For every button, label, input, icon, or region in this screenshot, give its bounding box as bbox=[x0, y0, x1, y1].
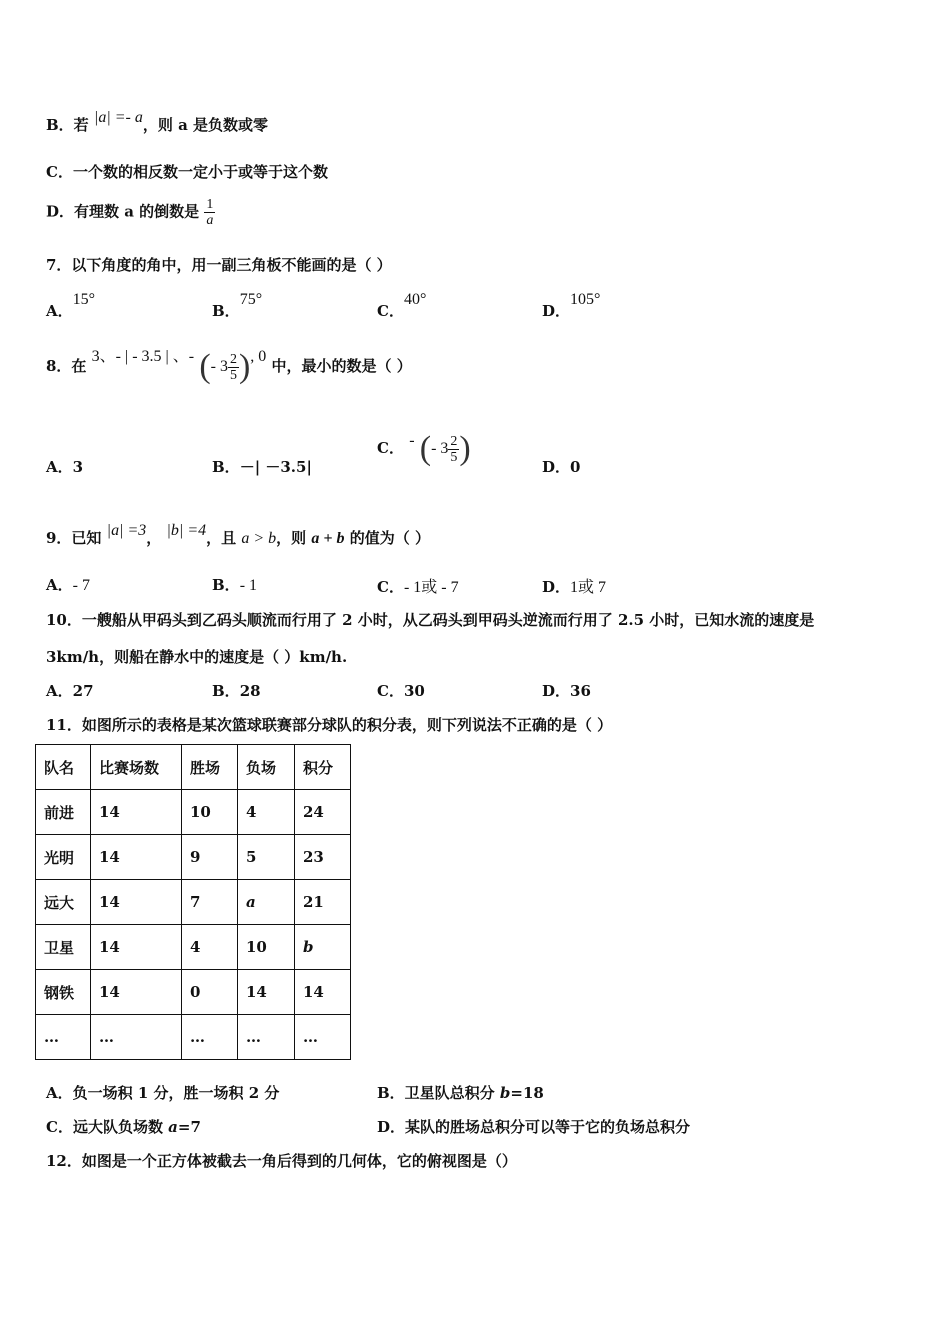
q11-option-a[interactable]: A．负一场积 1 分，胜一场积 2 分 bbox=[46, 1084, 280, 1102]
table-header-cell: 比赛场数 bbox=[91, 745, 182, 790]
table-cell: 14 bbox=[91, 835, 182, 880]
q7-option-d[interactable]: D．105° bbox=[542, 291, 601, 320]
table-cell: a bbox=[238, 880, 295, 925]
table-cell: 7 bbox=[182, 880, 238, 925]
q6-d-fraction: $\frac{1}{a}$ bbox=[206, 197, 214, 228]
q9-option-b[interactable]: B．- 1 bbox=[212, 576, 258, 594]
q8-stem: 8．在 3、- | - 3.5 | 、- (- 3 $\frac{2}{5}$ ), 0 中，最小的数是（ ） bbox=[46, 348, 412, 385]
q6-option-c: C．一个数的相反数一定小于或等于这个数 bbox=[46, 163, 328, 181]
q8-option-a[interactable]: A．3 bbox=[46, 458, 84, 476]
table-row bbox=[36, 970, 351, 1015]
table-cell: 4 bbox=[182, 925, 238, 970]
score-table bbox=[35, 744, 351, 1060]
table-row bbox=[36, 880, 351, 925]
table-cell: b bbox=[295, 925, 351, 970]
q8-option-b[interactable]: B．－| －3.5| bbox=[212, 458, 312, 476]
table-cell: 光明 bbox=[36, 835, 91, 880]
table-row bbox=[36, 790, 351, 835]
q10-option-d[interactable]: D．36 bbox=[542, 682, 591, 700]
q11-stem: 11．如图所示的表格是某次篮球联赛部分球队的积分表，则下列说法不正确的是（ ） bbox=[46, 716, 613, 734]
table-row bbox=[36, 1015, 351, 1060]
table-cell: 前进 bbox=[36, 790, 91, 835]
q7-option-b[interactable]: B．75° bbox=[212, 291, 263, 320]
q10-option-b[interactable]: B．28 bbox=[212, 682, 261, 700]
table-cell: 4 bbox=[238, 790, 295, 835]
q10-option-c[interactable]: C．30 bbox=[377, 682, 425, 700]
table-cell: 远大 bbox=[36, 880, 91, 925]
table-row bbox=[36, 835, 351, 880]
table-cell: … bbox=[238, 1015, 295, 1060]
table-cell: 14 bbox=[295, 970, 351, 1015]
q6-b-math: |a| =- a bbox=[93, 109, 143, 126]
table-header-cell: 胜场 bbox=[182, 745, 238, 790]
q9-option-d[interactable]: D．1或 7 bbox=[542, 578, 607, 596]
q9-option-a[interactable]: A．- 7 bbox=[46, 576, 90, 594]
table-cell: … bbox=[91, 1015, 182, 1060]
table-cell: 21 bbox=[295, 880, 351, 925]
table-cell: … bbox=[36, 1015, 91, 1060]
table-cell: … bbox=[182, 1015, 238, 1060]
q11-option-c[interactable]: C．远大队负场数 a=7 bbox=[46, 1118, 201, 1136]
q7-option-c[interactable]: C．40° bbox=[377, 291, 427, 320]
table-header-row bbox=[36, 745, 351, 790]
table-header-cell: 负场 bbox=[238, 745, 295, 790]
table-cell: 卫星 bbox=[36, 925, 91, 970]
table-cell: 10 bbox=[238, 925, 295, 970]
table-cell: 14 bbox=[91, 925, 182, 970]
table-cell: 钢铁 bbox=[36, 970, 91, 1015]
table-header-cell: 积分 bbox=[295, 745, 351, 790]
table-cell: 23 bbox=[295, 835, 351, 880]
q10-option-a[interactable]: A．27 bbox=[46, 682, 94, 700]
table-row bbox=[36, 925, 351, 970]
q6-option-b: B．若 |a| =- a，则 a 是负数或零 bbox=[46, 109, 269, 134]
q9-stem: 9．已知 |a| =3， |b| =4，且 a > b，则 a + b 的值为（ ） bbox=[46, 522, 430, 547]
table-cell: 14 bbox=[91, 970, 182, 1015]
q9-option-c[interactable]: C．- 1或 - 7 bbox=[377, 578, 459, 596]
table-cell: 14 bbox=[91, 790, 182, 835]
q6-option-d: D．有理数 a 的倒数是 $\frac{1}{a}$ bbox=[46, 197, 214, 228]
table-header-cell: 队名 bbox=[36, 745, 91, 790]
q8-c-fraction: $\frac{2}{5}$ bbox=[450, 433, 458, 465]
q8-option-c[interactable]: C． - (- 3 $\frac{2}{5}$ ) bbox=[377, 430, 471, 467]
table-cell: 0 bbox=[182, 970, 238, 1015]
table-cell: 14 bbox=[238, 970, 295, 1015]
q7-option-a[interactable]: A．15° bbox=[46, 291, 96, 320]
q7-stem: 7．以下角度的角中，用一副三角板不能画的是（ ） bbox=[46, 256, 392, 274]
table-cell: 14 bbox=[91, 880, 182, 925]
table-cell: 9 bbox=[182, 835, 238, 880]
table-cell: 24 bbox=[295, 790, 351, 835]
q8-fraction: $\frac{2}{5}$ bbox=[229, 351, 237, 383]
q12-stem: 12．如图是一个正方体被截去一角后得到的几何体，它的俯视图是（） bbox=[46, 1152, 517, 1170]
table-cell: 5 bbox=[238, 835, 295, 880]
q10-stem-line2: 3km/h，则船在静水中的速度是（ ）km/h. bbox=[46, 648, 348, 666]
q8-option-d[interactable]: D．0 bbox=[542, 458, 581, 476]
q10-stem-line1: 10．一艘船从甲码头到乙码头顺流而行用了 2 小时，从乙码头到甲码头逆流而行用了 2.5 小时，已知水流的速度是 bbox=[46, 611, 815, 629]
table-cell: … bbox=[295, 1015, 351, 1060]
q11-option-d[interactable]: D．某队的胜场总积分可以等于它的负场总积分 bbox=[377, 1118, 691, 1136]
table-cell: 10 bbox=[182, 790, 238, 835]
q8-math-list: 3、- | - 3.5 | 、- bbox=[91, 348, 195, 365]
q11-option-b[interactable]: B．卫星队总积分 b=18 bbox=[377, 1084, 544, 1102]
